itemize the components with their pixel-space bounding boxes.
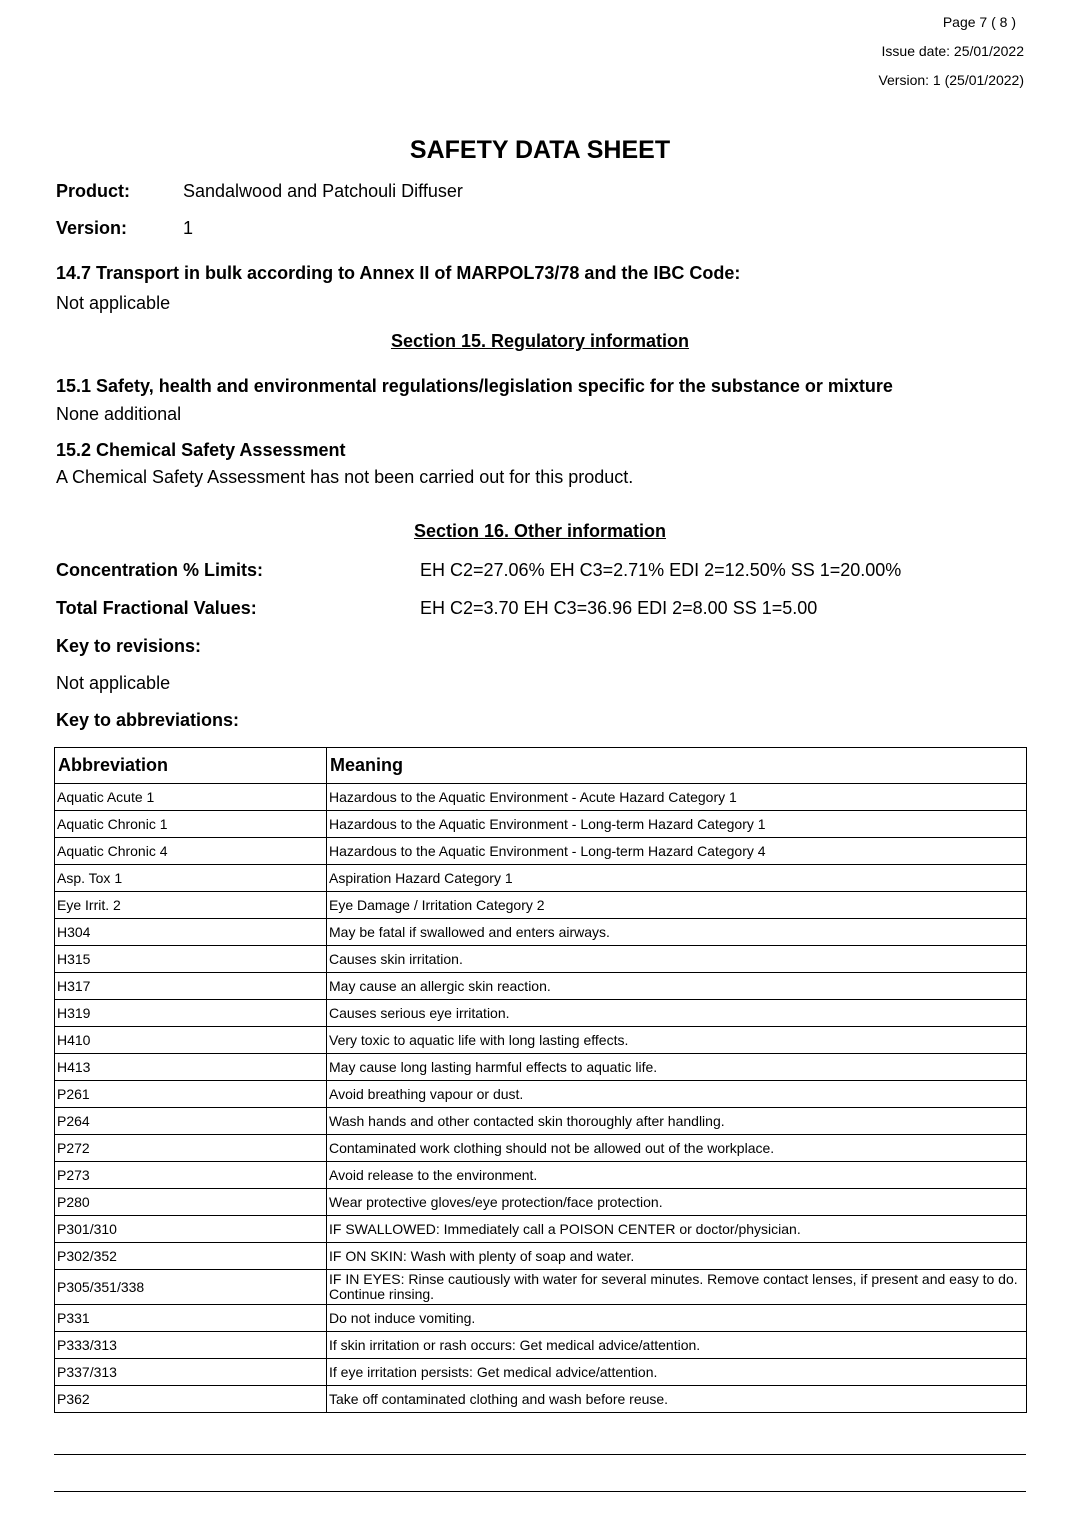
header-meaning: Meaning [327,748,1027,784]
table-row [55,1243,1027,1270]
table-row [55,1054,1027,1081]
abbreviation-cell: P261 [55,1081,327,1108]
abbreviation-cell: P331 [55,1305,327,1332]
footer-rule-bottom [54,1491,1026,1492]
table-row [55,1081,1027,1108]
version-label: Version: [56,218,128,238]
tfv-value: EH C2=3.70 EH C3=36.96 EDI 2=8.00 SS 1=5.00 [420,598,818,618]
s14-7-text: Not applicable [56,293,171,313]
abbreviation-cell: P362 [55,1386,327,1413]
abbreviation-cell: H319 [55,1000,327,1027]
table-row [55,1386,1027,1413]
s15-1-heading: 15.1 Safety, health and environmental regulations/legislation specific for the substance or mixture [56,376,893,396]
abbreviations-label: Key to abbreviations: [56,710,240,730]
meaning-cell: IF ON SKIN: Wash with plenty of soap and water. [327,1243,1027,1270]
s15-2-heading: 15.2 Chemical Safety Assessment [56,440,346,460]
abbreviation-cell: P337/313 [55,1359,327,1386]
meaning-cell: May be fatal if swallowed and enters airways. [327,919,1027,946]
abbreviation-cell: P333/313 [55,1332,327,1359]
revisions-text: Not applicable [56,673,171,693]
version-value: 1 [183,218,194,238]
product-label: Product: [56,181,130,201]
abbreviations-table [54,747,1027,1413]
abbreviation-cell: Aquatic Acute 1 [55,784,327,811]
meaning-cell: Take off contaminated clothing and wash before reuse. [327,1386,1027,1413]
product-value: Sandalwood and Patchouli Diffuser [183,181,463,201]
abbreviation-cell: Asp. Tox 1 [55,865,327,892]
meaning-cell: Hazardous to the Aquatic Environment - Acute Hazard Category 1 [327,784,1027,811]
version-row [56,218,193,239]
abbreviation-cell: P272 [55,1135,327,1162]
table-row [55,1359,1027,1386]
s14-7-heading: 14.7 Transport in bulk according to Annex II of MARPOL73/78 and the IBC Code: [56,263,741,283]
abbreviation-cell: H304 [55,919,327,946]
meaning-cell: Hazardous to the Aquatic Environment - Long-term Hazard Category 1 [327,811,1027,838]
header-abbreviation: Abbreviation [55,748,327,784]
page-number: Page 7 ( 8 ) [942,14,1016,30]
meaning-cell: Hazardous to the Aquatic Environment - Long-term Hazard Category 4 [327,838,1027,865]
table-row [55,1332,1027,1359]
table-row [55,1216,1027,1243]
issue-date: Issue date: 25/01/2022 [881,43,1024,59]
abbreviation-cell: P302/352 [55,1243,327,1270]
meaning-cell: Do not induce vomiting. [327,1305,1027,1332]
table-header-row [55,748,1027,784]
footer-rule-top [54,1454,1026,1455]
table-row [55,1000,1027,1027]
abbreviation-cell: P301/310 [55,1216,327,1243]
table-row [55,946,1027,973]
meaning-cell: May cause an allergic skin reaction. [327,973,1027,1000]
section16-title: Section 16. Other information [413,521,667,541]
table-row [55,1189,1027,1216]
s15-2-text: A Chemical Safety Assessment has not been carried out for this product. [56,467,634,487]
table-row [55,1162,1027,1189]
meaning-cell: Avoid breathing vapour or dust. [327,1081,1027,1108]
meaning-cell: Contaminated work clothing should not be allowed out of the workplace. [327,1135,1027,1162]
meaning-cell: Avoid release to the environment. [327,1162,1027,1189]
meaning-cell: Aspiration Hazard Category 1 [327,865,1027,892]
document-title: SAFETY DATA SHEET [409,136,671,164]
meaning-cell: Very toxic to aquatic life with long lasting effects. [327,1027,1027,1054]
s15-1-text: None additional [56,404,182,424]
table-row [55,973,1027,1000]
table-row [55,811,1027,838]
meaning-cell: IF IN EYES: Rinse cautiously with water for several minutes. Remove contact lenses, if present and easy to do. Continue rinsing. [327,1270,1027,1305]
abbreviation-cell: P280 [55,1189,327,1216]
product-row [56,181,463,202]
meaning-cell: Wear protective gloves/eye protection/face protection. [327,1189,1027,1216]
abbreviation-cell: Aquatic Chronic 4 [55,838,327,865]
abbreviation-cell: P273 [55,1162,327,1189]
concentration-label: Concentration % Limits: [56,560,264,580]
abbreviation-cell: H413 [55,1054,327,1081]
meaning-cell: If skin irritation or rash occurs: Get medical advice/attention. [327,1332,1027,1359]
concentration-value: EH C2=27.06% EH C3=2.71% EDI 2=12.50% SS 1=20.00% [420,560,902,580]
abbreviation-cell: Aquatic Chronic 1 [55,811,327,838]
version-date: Version: 1 (25/01/2022) [878,72,1024,88]
table-row [55,892,1027,919]
meaning-cell: Wash hands and other contacted skin thoroughly after handling. [327,1108,1027,1135]
meaning-cell: IF SWALLOWED: Immediately call a POISON CENTER or doctor/physician. [327,1216,1027,1243]
meaning-cell: Eye Damage / Irritation Category 2 [327,892,1027,919]
table-row [55,1305,1027,1332]
meaning-cell: Causes skin irritation. [327,946,1027,973]
abbreviation-cell: P264 [55,1108,327,1135]
abbreviation-cell: Eye Irrit. 2 [55,892,327,919]
section15-title: Section 15. Regulatory information [390,331,690,351]
table-row [55,1270,1027,1305]
table-row [55,919,1027,946]
abbreviation-cell: P305/351/338 [55,1270,327,1305]
table-row [55,865,1027,892]
revisions-label: Key to revisions: [56,636,202,656]
abbreviation-cell: H315 [55,946,327,973]
tfv-label: Total Fractional Values: [56,598,257,618]
meaning-cell: May cause long lasting harmful effects to aquatic life. [327,1054,1027,1081]
table-row [55,1135,1027,1162]
abbreviation-cell: H410 [55,1027,327,1054]
table-row [55,784,1027,811]
table-row [55,1108,1027,1135]
abbreviation-cell: H317 [55,973,327,1000]
table-row [55,838,1027,865]
meaning-cell: If eye irritation persists: Get medical advice/attention. [327,1359,1027,1386]
meaning-cell: Causes serious eye irritation. [327,1000,1027,1027]
table-row [55,1027,1027,1054]
